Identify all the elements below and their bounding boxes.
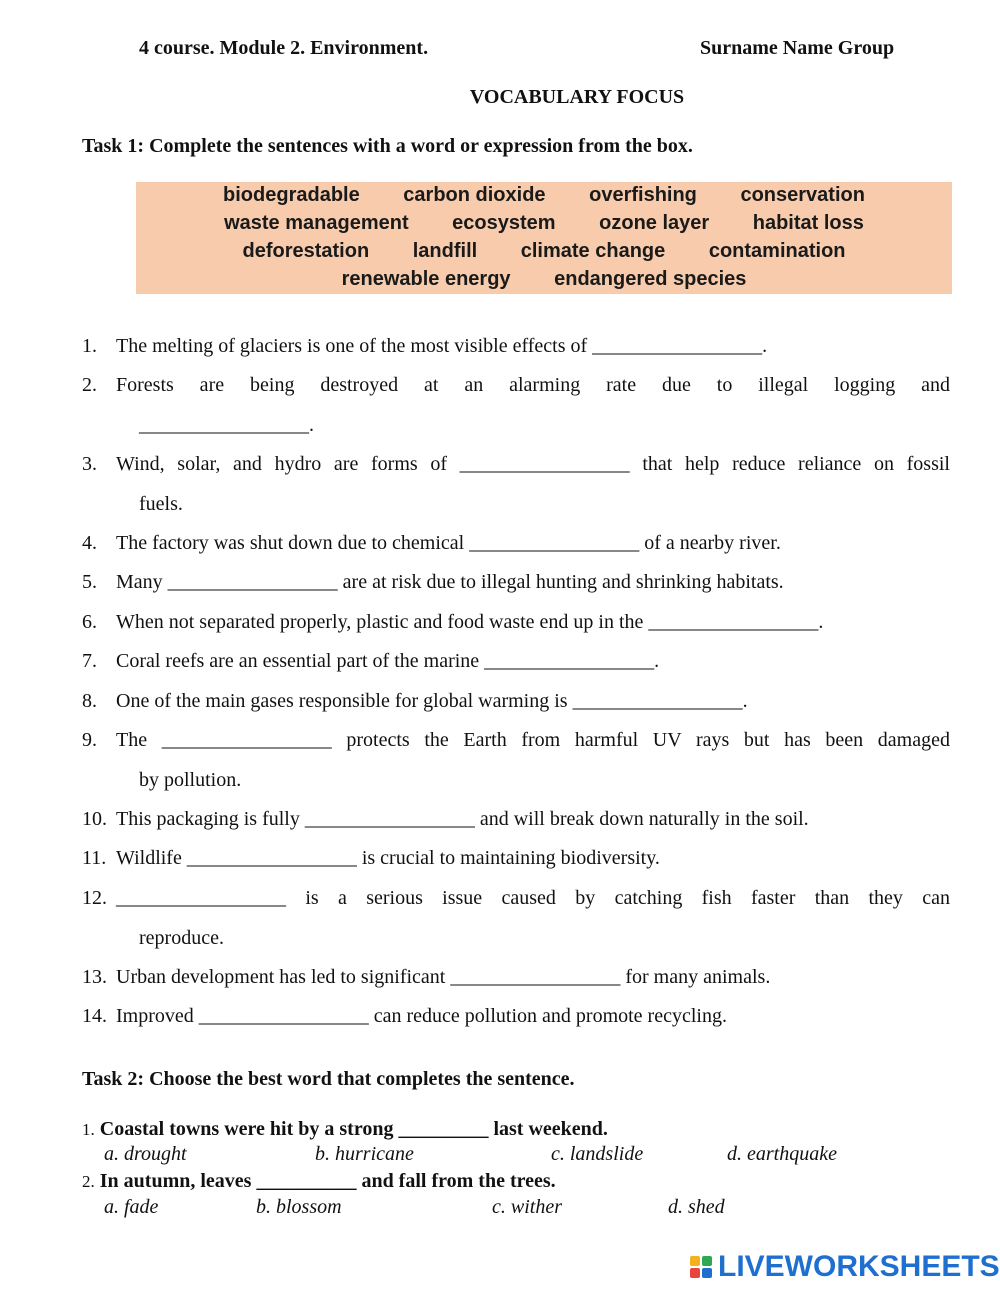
question-text: One of the main gases responsible for global warming is _________________. — [116, 690, 748, 712]
question-stem: Coastal towns were hit by a strong _________ last weekend. — [99, 1118, 608, 1140]
answer-option[interactable]: d. earthquake — [727, 1143, 837, 1165]
task1-question — [82, 327, 950, 367]
student-name-heading: Surname Name Group — [700, 37, 895, 59]
task1-question — [82, 445, 950, 524]
task2-instruction: Task 2: Choose the best word that completes the sentence. — [82, 1068, 575, 1090]
answer-option[interactable]: b. hurricane — [315, 1143, 414, 1165]
word-box-row — [136, 240, 952, 263]
word-box-row — [136, 212, 952, 235]
word-box-item: carbon dioxide — [403, 184, 546, 206]
answer-option[interactable]: b. blossom — [256, 1196, 342, 1218]
word-box-item: overfishing — [589, 184, 697, 206]
word-box-item: climate change — [520, 240, 666, 262]
liveworksheets-logo-icon — [690, 1256, 714, 1282]
question-number: 1. — [82, 1120, 95, 1139]
task1-question — [82, 958, 950, 998]
question-number: 13. — [82, 966, 107, 988]
question-text: The melting of glaciers is one of the most visible effects of _________________. — [116, 335, 768, 357]
task1-question — [82, 800, 950, 840]
task1-instruction: Task 1: Complete the sentences with a word or expression from the box. — [82, 135, 693, 157]
question-text: Coral reefs are an essential part of the marine _________________. — [116, 650, 660, 672]
question-number: 5. — [82, 571, 97, 593]
answer-option[interactable]: c. wither — [492, 1196, 562, 1218]
word-box-row — [136, 268, 952, 291]
task1-question — [82, 997, 950, 1037]
question-number: 8. — [82, 690, 97, 712]
word-box-item: ozone layer — [599, 212, 710, 234]
question-number: 2. — [82, 374, 97, 396]
word-box-item: deforestation — [242, 240, 370, 262]
word-box-item: landfill — [412, 240, 478, 262]
task1-question — [82, 524, 950, 564]
question-number: 2. — [82, 1172, 95, 1191]
word-box-item: ecosystem — [452, 212, 556, 234]
question-text: Forests are being destroyed at an alarming rate due to illegal logging and — [116, 374, 950, 396]
word-box-row — [136, 184, 952, 207]
question-text-continued: _________________. — [139, 413, 314, 436]
question-number: 7. — [82, 650, 97, 672]
task2-question — [82, 1118, 608, 1141]
answer-option[interactable]: a. drought — [104, 1143, 187, 1165]
question-stem: In autumn, leaves __________ and fall from the trees. — [99, 1170, 556, 1192]
course-module-heading: 4 course. Module 2. Environment. — [139, 37, 429, 59]
question-text-continued: fuels. — [139, 492, 183, 515]
task2-question — [82, 1170, 556, 1193]
question-text: When not separated properly, plastic and food waste end up in the _________________. — [116, 611, 824, 633]
question-number: 1. — [82, 335, 97, 357]
liveworksheets-logo — [690, 1250, 1000, 1288]
question-number: 6. — [82, 611, 97, 633]
question-number: 12. — [82, 887, 107, 909]
logo-text: LIVEWORKSHEETS — [718, 1250, 1000, 1283]
question-number: 4. — [82, 532, 97, 554]
task1-question — [82, 879, 950, 958]
task1-question — [82, 642, 950, 682]
question-number: 11. — [82, 847, 107, 869]
word-box-item: renewable energy — [341, 268, 511, 290]
word-box-item: waste management — [224, 212, 409, 234]
task1-question — [82, 603, 950, 643]
question-number: 9. — [82, 729, 97, 751]
word-box-item: biodegradable — [223, 184, 360, 206]
question-number: 3. — [82, 453, 97, 475]
question-text: This packaging is fully _________________ and will break down naturally in the soil. — [116, 808, 809, 830]
task1-question — [82, 682, 950, 722]
question-number: 14. — [82, 1005, 107, 1027]
question-text: The factory was shut down due to chemical _________________ of a nearby river. — [116, 532, 781, 554]
question-text: Wildlife _________________ is crucial to maintaining biodiversity. — [116, 847, 660, 869]
question-text-continued: reproduce. — [139, 926, 224, 949]
question-text: Urban development has led to significant _________________ for many animals. — [116, 966, 771, 988]
answer-option[interactable]: c. landslide — [551, 1143, 644, 1165]
task1-question — [82, 366, 950, 445]
word-box — [136, 182, 952, 294]
question-text-continued: by pollution. — [139, 768, 242, 791]
question-text: _________________ is a serious issue caused by catching fish faster than they can — [116, 887, 950, 909]
question-text: Wind, solar, and hydro are forms of _________________ that help reduce reliance on fossil — [116, 453, 950, 475]
word-box-item: conservation — [740, 184, 865, 206]
answer-option[interactable]: d. shed — [668, 1196, 725, 1218]
page-title: VOCABULARY FOCUS — [469, 86, 685, 108]
word-box-item: contamination — [708, 240, 846, 262]
task1-question — [82, 721, 950, 800]
word-box-item: habitat loss — [752, 212, 864, 234]
answer-option[interactable]: a. fade — [104, 1196, 159, 1218]
question-number: 10. — [82, 808, 107, 830]
question-text: The _________________ protects the Earth from harmful UV rays but has been damaged — [116, 729, 950, 751]
word-box-item: endangered species — [554, 268, 747, 290]
question-text: Many _________________ are at risk due to illegal hunting and shrinking habitats. — [116, 571, 784, 593]
task1-question — [82, 563, 950, 603]
question-text: Improved _________________ can reduce pollution and promote recycling. — [116, 1005, 727, 1027]
task1-question — [82, 839, 950, 879]
